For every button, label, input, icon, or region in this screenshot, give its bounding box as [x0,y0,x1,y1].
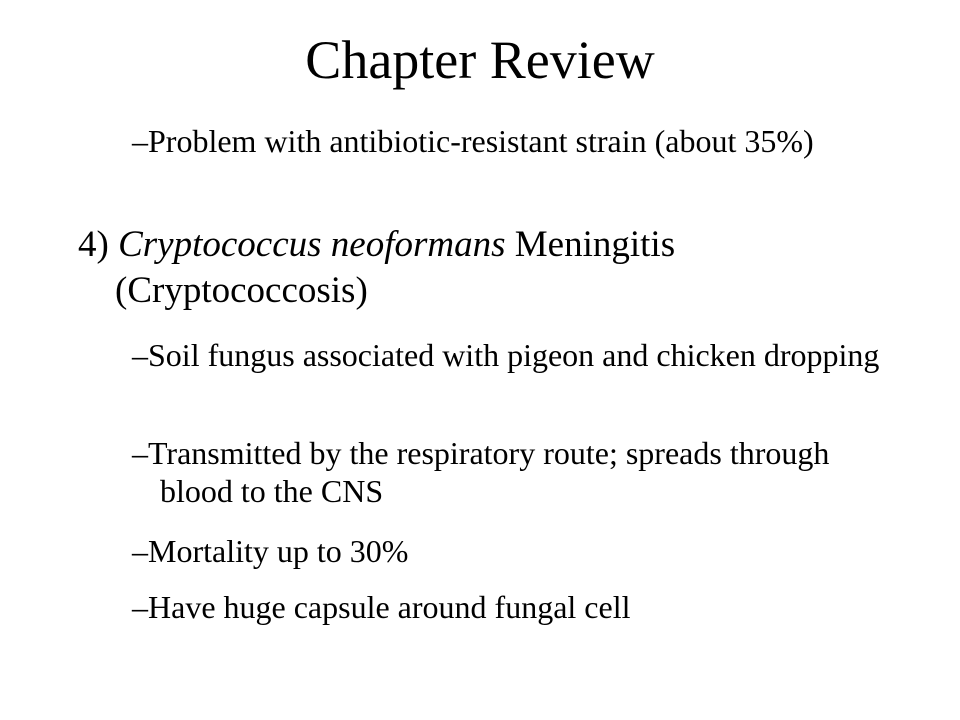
bullet-text: Transmitted by the respiratory route; spreads through blood to the CNS [148,435,830,509]
bullet-dash: – [132,123,148,159]
section-heading-cryptococcus [78,222,855,314]
bullet-text: Have huge capsule around fungal cell [148,589,631,625]
bullet-text: Soil fungus associated with pigeon and chicken dropping [148,337,880,373]
bullet-dash: – [132,589,148,625]
bullet-text: Problem with antibiotic-resistant strain (about 35%) [148,123,814,159]
bullet-mortality [132,532,880,570]
section-number: 4) [78,224,109,265]
section-italic-name: Cryptococcus neoformans [118,224,506,265]
bullet-dash: – [132,533,148,569]
bullet-transmission [132,434,880,510]
bullet-dash: – [132,435,148,471]
bullet-capsule [132,588,880,626]
section-heading-rest: Meningitis (Cryptococcosis) [115,224,676,311]
bullet-dash: – [132,337,148,373]
bullet-text: Mortality up to 30% [148,533,409,569]
slide-title: Chapter Review [305,30,655,90]
bullet-antibiotic-resistance [132,122,880,160]
bullet-soil-fungus [132,336,880,374]
